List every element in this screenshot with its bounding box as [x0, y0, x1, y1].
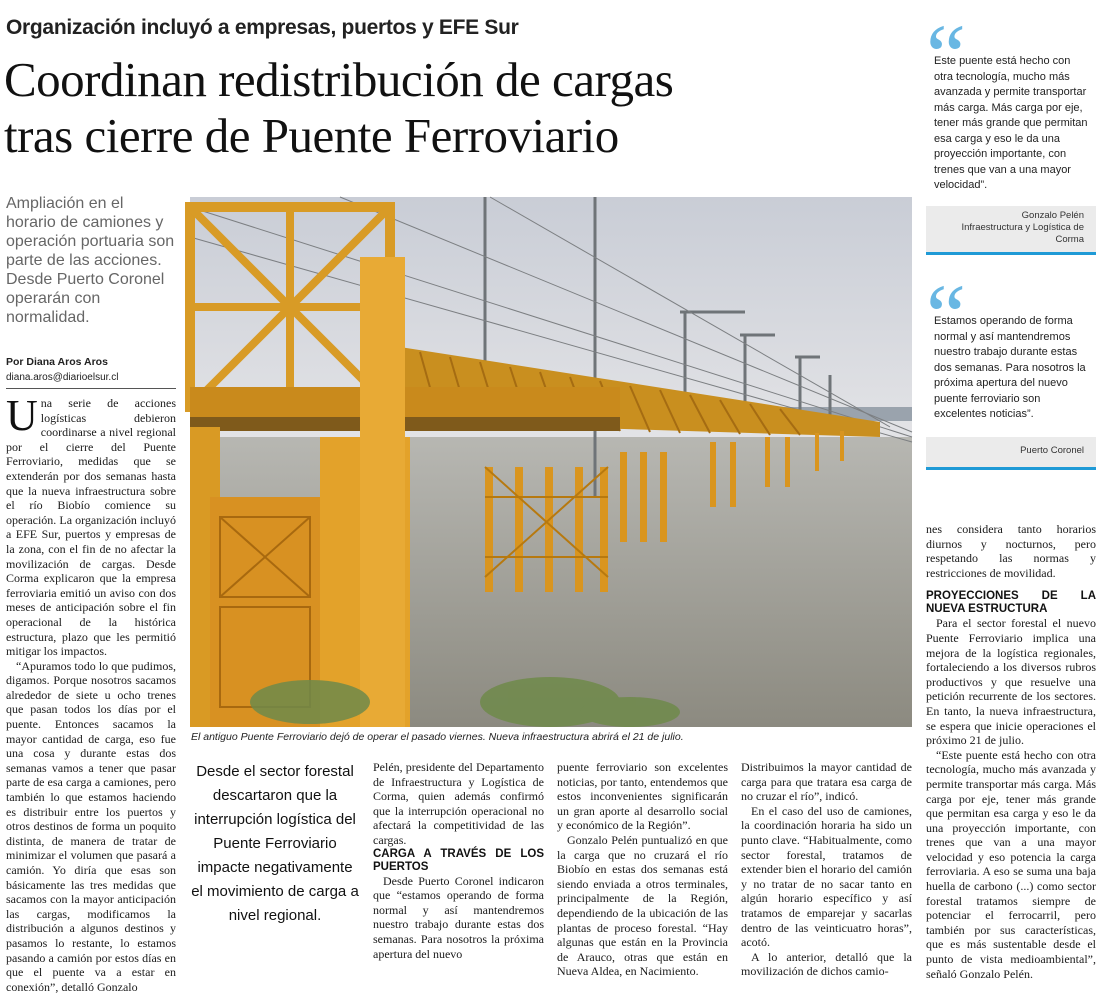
- quote-source: [926, 437, 1096, 470]
- paragraph: A lo anterior, detalló que la movilización de dichos camio-: [741, 949, 912, 979]
- pull-quote: Desde el sector forestal descartaron que la interrupción logística del Puente Ferroviario impacte negativamente el movimiento de carga a nivel regional.: [191, 763, 359, 924]
- quote-source-name: Puerto Coronel: [1020, 444, 1084, 456]
- article-column-4: [557, 760, 728, 979]
- bridge-illustration: [190, 197, 912, 727]
- article-column-1: [6, 391, 176, 994]
- headline-line-2: tras cierre de Puente Ferroviario: [4, 108, 619, 163]
- paragraph-text: na serie de acciones logísticas debieron coordinarse a nivel regional por el cierre del Puente Ferroviario, medidas que se extenderán por dos semanas hasta que la nueva infraestructura sobre el río Biobío comience su operación. La organización incluyó a EFE Sur, puertos y empresas de la zona, con el fin de no afectar la movilización de cargas. Desde Corma explicaron que la empresa ferroviaria emitió un aviso con dos meses de anticipación sobre el fin operacional de la histórica estructura, plazo que les permitió mitigar los impactos.: [6, 396, 176, 659]
- deck: Ampliación en el horario de camiones y operación portuaria son parte de las acciones. Desde Puerto Coronel operarán con normalidad.: [6, 195, 175, 326]
- quote-text: Estamos operando de forma normal y así mantendremos nuestro trabajo durante estas dos semanas. Para nosotros la próxima apertura del nuevo puente ferroviario son excelentes noticias”.: [934, 315, 1086, 420]
- paragraph: Gonzalo Pelén puntualizó en que la carga que no cruzará el río Biobío en estas dos semanas está siendo enviada a otros terminales, principalmente de la Región, dependiendo de la ubicación de las plantas de proceso forestal. “Hay algunas que están en la Provincia de Arauco, otras que están en Nueva Aldea, en Nacimiento.: [557, 832, 728, 979]
- quote-box-1: [926, 7, 1096, 255]
- paragraph: [6, 391, 176, 659]
- quote-mark-icon: “: [926, 267, 966, 366]
- byline: Por Diana Aros Aros: [6, 356, 108, 368]
- quote-source-name: Gonzalo Pelén: [1021, 209, 1084, 221]
- dropcap: U: [6, 391, 38, 440]
- paragraph: Pelén, presidente del Departamento de Infraestructura y Logística de Corma, quien además confirmó que la interrupción operacional no afectará la competitividad de las cargas.: [373, 760, 544, 847]
- quote-source-role: Infraestructura y Logística de Corma: [961, 221, 1084, 245]
- author-email[interactable]: diana.aros@diarioelsur.cl: [6, 372, 119, 383]
- paragraph: nes considera tanto horarios diurnos y nocturnos, pero respetando las normas y restricciones de movilidad.: [926, 522, 1096, 580]
- paragraph: Desde Puerto Coronel indicaron que “estamos operando de forma normal y así mantendremos nuestro trabajo durante estas dos semanas. Para nosotros la próxima apertura del nuevo: [373, 873, 544, 961]
- paragraph: Distribuimos la mayor cantidad de carga para que tratara esa carga de no cruzar el río”, indicó.: [741, 760, 912, 804]
- article-column-3: [373, 760, 544, 975]
- bridge-photo: [190, 197, 912, 727]
- paragraph: “Este puente está hecho con otra tecnología, mucho más avanzada y permite transportar más carga. Más carga por eje, tener más grande que permitan esa carga y eso le da una proyección importante, con trenes que van a una mayor velocidad y eso potencia la carga ferroviaria. A eso se suma una baja huella de carbono (...) como sector forestal tratamos siempre de potenciar el ferrocarril, pero también por sus características, que es más sustentable desde el punto de vista medioambiental”, señaló Gonzalo Pelén.: [926, 747, 1096, 981]
- byline-divider: [6, 388, 176, 389]
- headline: [4, 52, 904, 164]
- quote-source: [926, 206, 1096, 255]
- section-subhead: CARGA A TRAVÉS DE LOS PUERTOS: [373, 847, 544, 873]
- quote-text: Este puente está hecho con otra tecnología, mucho más avanzada y permite transportar más carga. Más carga por eje, tener más grande que permitan esa carga y eso le da una proyección importante, con trenes que van a una mayor velocidad”.: [934, 55, 1088, 191]
- paragraph: Para el sector forestal el nuevo Puente Ferroviario implica una mejora de la logística regionales, fortaleciendo a los diversos rubros productivos y que resuelve una petición recurrente de los sectores. En tanto, la nueva infraestructura, se espera que inicie operaciones el próximo 21 de julio.: [926, 616, 1096, 748]
- quote-box-2: [926, 267, 1096, 470]
- section-subhead: PROYECCIONES DE LA NUEVA ESTRUCTURA: [926, 590, 1096, 616]
- photo-caption: El antiguo Puente Ferroviario dejó de operar el pasado viernes. Nueva infraestructura abrirá el 21 de julio.: [191, 731, 684, 743]
- article-column-6: [926, 522, 1096, 981]
- headline-line-1: Coordinan redistribución de cargas: [4, 52, 674, 107]
- paragraph: En el caso del uso de camiones, la coordinación horaria ha sido un punto clave. “Habitualmente, como sector forestal, tratamos de extender bien el horario del camión y no tratar de no sacar tanto en algún horario específico y así tratamos de emparejar y sacarlas dentro de las veinticuatro horas”, acotó.: [741, 803, 912, 950]
- article-column-5: [741, 760, 912, 979]
- paragraph: puente ferroviario son excelentes noticias, por tanto, entendemos que estos inconvenientes significarán un gran aporte al desarrollo social y económico de la Región”.: [557, 760, 728, 833]
- kicker: Organización incluyó a empresas, puertos y EFE Sur: [6, 16, 519, 39]
- pillar-4: [360, 257, 405, 727]
- quote-mark-icon: “: [926, 7, 966, 106]
- paragraph: “Apuramos todo lo que pudimos, digamos. Porque nosotros sacamos alrededor de siete u ocho trenes que pasan todos los días por el puente. Entonces sacamos la mayor cantidad de carga, eso fue una cosa y durante estas dos semanas vamos a tener que pasar parte de esa carga a camiones, pero también lo que estamos haciendo es distribuir entre los puertos y otros destinos de forma un poquito distinta, de manera de tratar de minimizar el volumen que pasará a camión. Yo diría que esas son básicamente las tres medidas que sacamos con la mayor anticipación las cargas, modificamos la distribución a algunos destinos y pasamos lo restante, lo estamos pasando a camión por estos días en que el puente va a estar en conexión”, detalló Gonzalo: [6, 658, 176, 994]
